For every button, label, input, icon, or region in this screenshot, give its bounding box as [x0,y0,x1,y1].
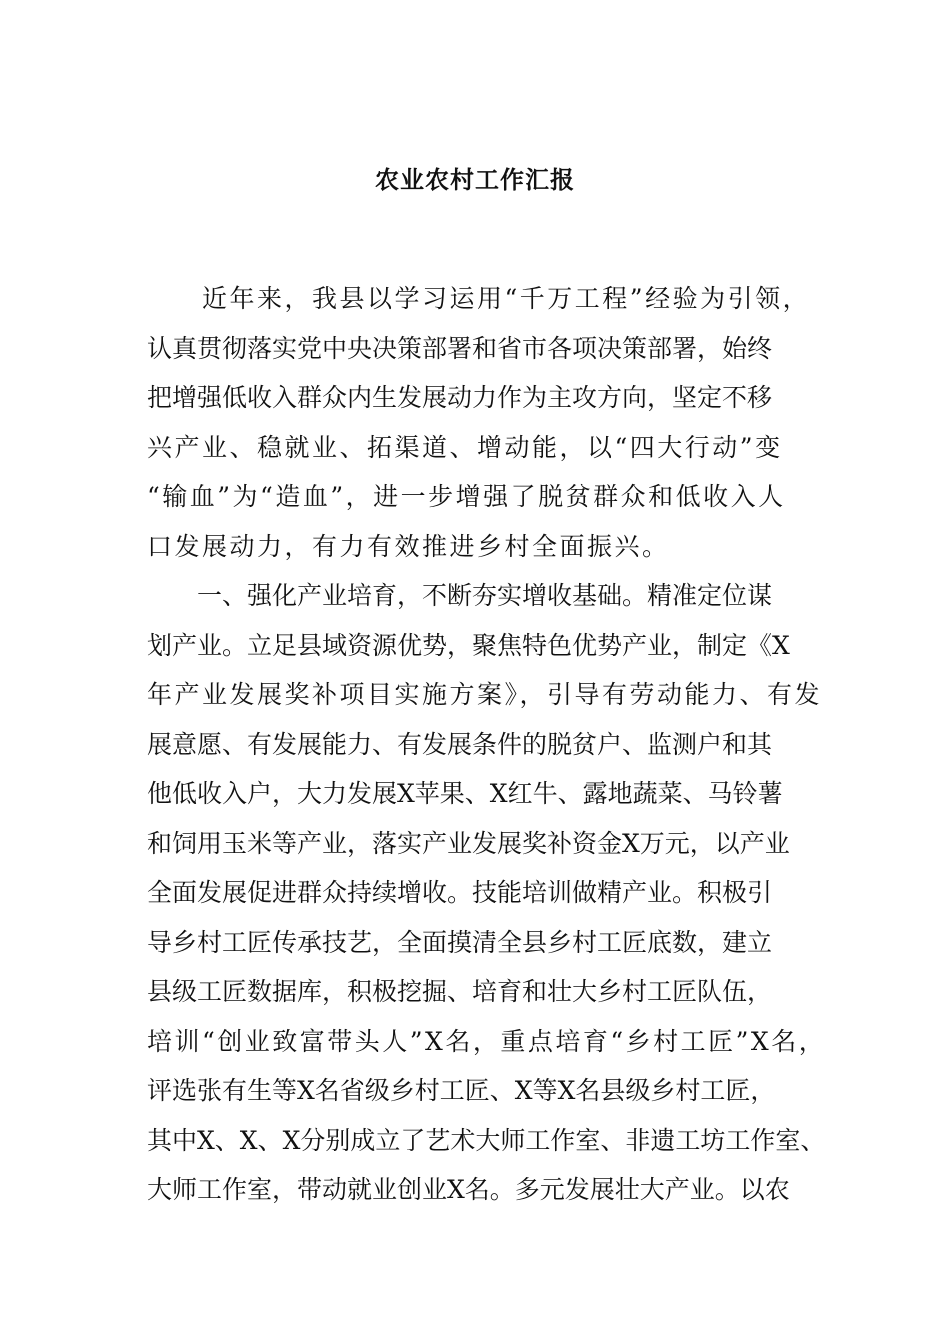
body-line: “输血”为“造血”，进一步增强了脱贫群众和低收入人 [147,482,786,511]
body-line: 年产业发展奖补项目实施方案》，引导有劳动能力、有发 [147,680,823,709]
body-line: 大师工作室，带动就业创业X名。多元发展壮大产业。以农 [147,1175,790,1204]
body-line: 县级工匠数据库，积极挖掘、培育和壮大乡村工匠队伍， [147,977,773,1006]
body-line: 培训“创业致富带头人”X名，重点培育“乡村工匠”X名， [147,1026,827,1056]
body-line: 口发展动力，有力有效推进乡村全面振兴。 [147,531,670,561]
body-line: 划产业。立足县域资源优势，聚焦特色优势产业，制定《X [147,630,790,660]
body-line: 一、强化产业培育，不断夯实增收基础。精准定位谋 [147,581,773,610]
body-line: 他低收入户，大力发展X苹果、X红牛、露地蔬菜、马铃薯 [147,779,783,808]
body-line: 全面发展促进群众持续增收。技能培训做精产业。积极引 [147,878,773,907]
body-line: 兴产业、稳就业、拓渠道、增动能，以“四大行动”变 [147,432,783,462]
body-line: 评选张有生等X名省级乡村工匠、X等X名县级乡村工匠， [147,1076,776,1105]
body-line: 近年来，我县以学习运用“千万工程”经验为引领， [147,284,811,313]
body-line: 展意愿、有发展能力、有发展条件的脱贫户、监测户和其 [147,729,773,759]
body-line: 把增强低收入群众内生发展动力作为主攻方向，坚定不移 [147,383,773,412]
body-line: 和饲用玉米等产业，落实产业发展奖补资金X万元，以产业 [147,828,790,858]
body-line: 认真贯彻落实党中央决策部署和省市各项决策部署，始终 [147,333,773,363]
body-line: 导乡村工匠传承技艺，全面摸清全县乡村工匠底数，建立 [147,927,773,957]
body-line: 其中X、X、X分别成立了艺术大师工作室、非遗工坊工作室、 [147,1125,826,1155]
document-title: 农业农村工作汇报 [375,165,575,194]
document-body [147,274,827,1215]
